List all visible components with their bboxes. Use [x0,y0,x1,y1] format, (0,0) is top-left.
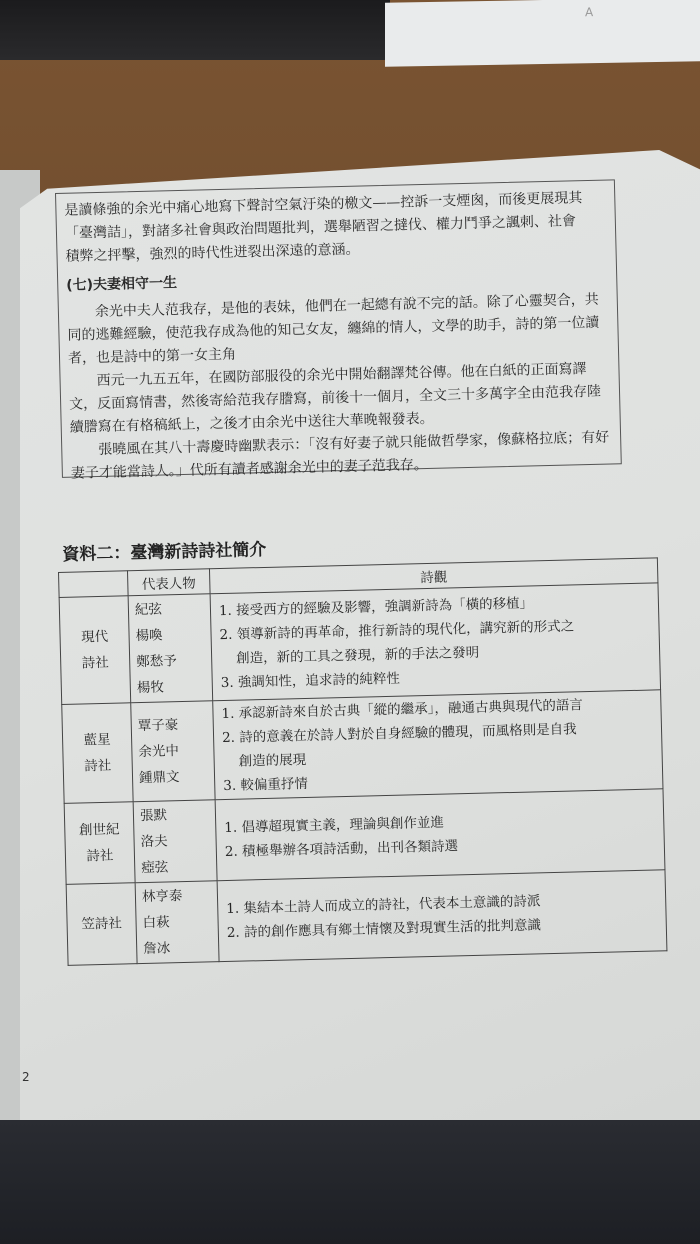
poetics-item: 創造，新的工具之發現，新的手法之發明 [235,644,480,667]
club-name: 詩社 [84,757,112,775]
poet-name: 林亨泰 [141,888,183,906]
club-name: 藍星 [83,731,111,749]
club-name: 笠詩社 [81,915,123,933]
header-club [59,571,129,598]
views-cell [213,690,663,800]
section-title: (七)夫妻相守一生 [66,275,178,294]
poets-cell [131,701,215,802]
poet-name: 鍾鼎文 [138,769,180,787]
poet-name: 瘂弦 [141,859,169,877]
views-cell [215,789,665,881]
poet-name: 張默 [139,807,168,825]
club-name: 詩社 [81,654,109,672]
paragraph: 西元一九五五年，在國防部服役的余光中開始翻譯梵谷傳。他在白紙的正面寫譯文，反面寫情書，然後寄給范我存謄寫，前後十一個月，全文三十多萬字全由范我存陸續謄寫在有格稿紙上，之後才由余光中送往大華晚報發表。 [68,361,602,436]
poetics-item: 1. 倡導超現實主義，理論與創作並進 [224,814,445,837]
club-name-cell [64,802,135,885]
header-views: 詩觀 [209,558,657,594]
poetics-item: 3. 強調知性，追求詩的純粹性 [220,670,401,692]
poetics-item: 創造的展現 [238,751,307,770]
poet-name: 覃子豪 [137,717,179,735]
poet-name: 洛夫 [140,833,168,851]
table-row [66,870,667,966]
views-cell [217,870,667,962]
header-poets: 代表人物 [127,569,210,596]
excerpt-line: 「臺灣詰」，對諸多社會與政治問題批判，選舉陋習之撻伐、權力鬥爭之諷刺、社會 [64,213,577,242]
poet-name: 紀弦 [134,601,163,619]
dark-cloth [0,1110,700,1244]
paragraph: 余光中夫人范我存，是他的表妹，他們在一起總有說不完的話。除了心靈契合，共同的逃難經驗，使范我存成為他的知己女友，纏綿的情人，文學的助手，詩的第一位讀者，也是詩中的第一女主角 [67,291,600,367]
club-name-cell [62,703,133,804]
club-name: 詩社 [86,847,114,865]
club-name: 創世紀 [78,821,120,839]
section-heading: 資料二：臺灣新詩詩社簡介 [62,540,267,565]
poetics-item: 2. 詩的創作應具有鄉土情懷及對現實生活的批判意識 [226,917,542,941]
paragraph: 張曉風在其八十壽慶時幽默表示：「沒有好妻子就只能做哲學家，像蘇格拉底；有好妻子才能當詩人。」代所有讀者感謝余光中的妻子范我存。 [70,429,610,482]
poet-name: 鄭愁予 [136,653,177,671]
poet-name: 楊喚 [135,627,163,645]
poetry-society-table [58,557,667,966]
poetics-item: 1. 接受西方的經驗及影響，強調新詩為「橫的移植」 [218,595,534,620]
poets-cell [135,881,219,964]
poet-name: 白萩 [142,914,170,932]
poets-cell [133,800,217,883]
club-name-cell [66,883,137,966]
poetics-item: 2. 領導新詩的再革命，推行新詩的現代化，講究新的形式之 [219,618,575,644]
poet-name: 余光中 [138,743,180,761]
club-name: 現代 [80,628,109,646]
poet-name: 楊牧 [136,679,165,697]
card-mark: A [585,5,594,20]
table-row [62,690,663,804]
excerpt-line: 積弊之抨擊，強烈的時代性迸裂出深遠的意涵。 [65,241,360,265]
poetics-item: 1. 集結本土詩人而成立的詩社，代表本土意識的詩派 [226,893,541,917]
poetics-item: 3. 較偏重抒情 [223,775,309,795]
excerpt-box [55,179,622,482]
page-number: 2 [22,1070,30,1084]
table-row [64,789,665,885]
poet-name: 詹冰 [143,940,171,958]
club-name-cell [59,596,131,705]
laptop-edge [0,0,390,60]
excerpt-line: 是讀條強的余光中痛心地寫下聲討空氣汙染的檄文——控訴一支煙囪，而後更展現其 [64,190,583,219]
views-cell [210,583,660,701]
paper-card [385,0,700,67]
table-row [59,583,660,705]
poetics-item: 2. 詩的意義在於詩人對於自身經驗的體現，而風格則是自我 [221,721,577,747]
poetics-item: 1. 承認新詩來自於古典「縱的繼承」，融通古典與現代的語言 [221,697,584,723]
poetics-item: 2. 積極舉辦各項詩活動，出刊各類詩選 [224,838,459,861]
poets-cell [128,594,213,703]
